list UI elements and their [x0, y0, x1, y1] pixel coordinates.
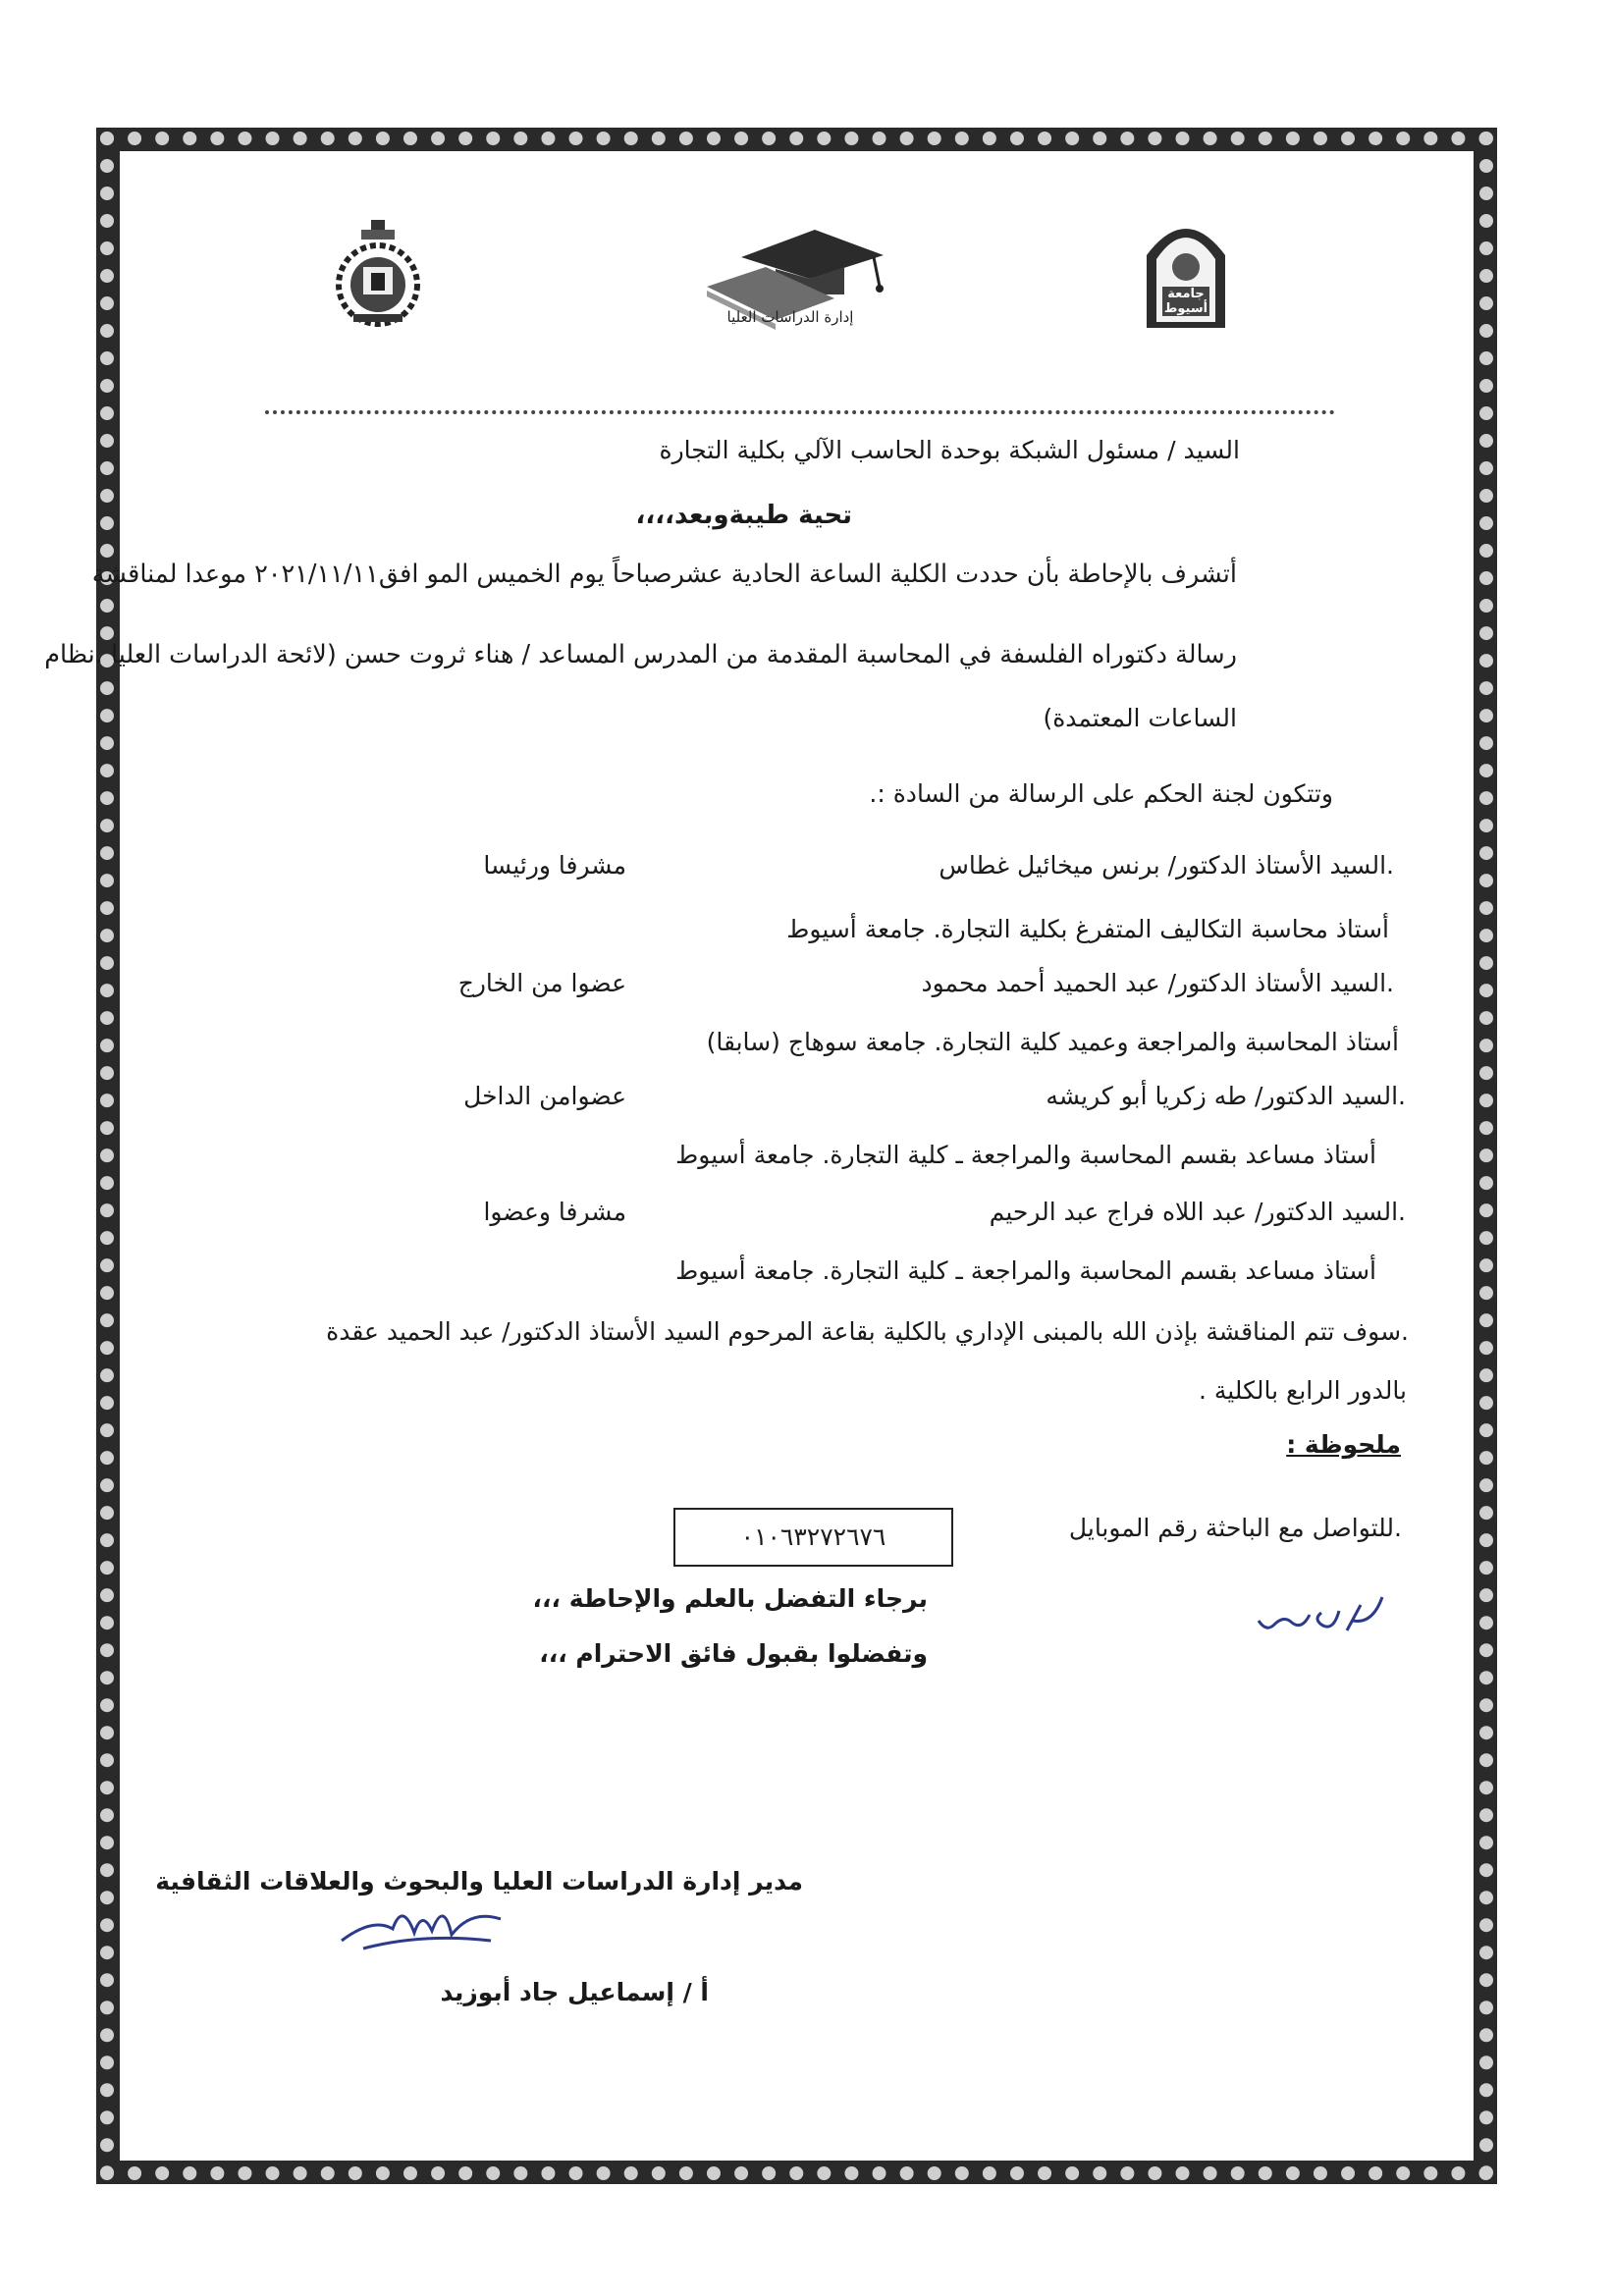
member-1-title: أستاذ محاسبة التكاليف المتفرغ بكلية التجارة. جامعة أسيوط [786, 915, 1389, 943]
graduate-studies-logo [687, 218, 893, 336]
header-divider [265, 410, 1335, 414]
director-title: مدير إدارة الدراسات العليا والبحوث والعلاقات الثقافية [155, 1867, 803, 1896]
closing-1: برجاء التفضل بالعلم والإحاطة ،،، [532, 1584, 928, 1613]
phone-number-box: ٠١٠٦٣٢٧٢٦٧٦ [673, 1508, 953, 1567]
member-2-role: عضوا من الخارج [457, 969, 626, 997]
member-3-role: عضوامن الداخل [463, 1082, 626, 1110]
body-line-1: أتشرف بالإحاطة بأن حددت الكلية الساعة الحادية عشرصباحاً يوم الخميس المو افق٢٠٢١/١١/١١ موعدا لمناقشة [91, 560, 1237, 589]
body-line-3: الساعات المعتمدة) [1043, 704, 1237, 732]
director-name: أ / إسماعيل جاد أبوزيد [440, 1978, 709, 2006]
assiut-university-logo [1139, 208, 1233, 331]
note-label: ملحوظة : [1286, 1430, 1401, 1459]
venue-line-2: بالدور الرابع بالكلية . [1198, 1376, 1407, 1405]
member-4-name: .السيد الدكتور/ عبد اللاه فراج عبد الرحيم [989, 1198, 1406, 1226]
member-1-role: مشرفا ورئيسا [483, 851, 626, 880]
member-3-name: .السيد الدكتور/ طه زكريا أبو كريشه [1046, 1082, 1406, 1110]
closing-2: وتفضلوا بقبول فائق الاحترام ،،، [539, 1639, 928, 1668]
venue-line-1: .سوف تتم المناقشة بإذن الله بالمبنى الإداري بالكلية بقاعة المرحوم السيد الأستاذ الدكتور/ عبد الحميد عقدة [326, 1317, 1409, 1346]
committee-intro: وتتكون لجنة الحكم على الرسالة من السادة :. [869, 779, 1333, 808]
greeting: تحية طيبةوبعد،،،، [635, 501, 852, 530]
member-4-role: مشرفا وعضوا [483, 1198, 626, 1226]
member-2-title: أستاذ المحاسبة والمراجعة وعميد كلية التجارة. جامعة سوهاج (سابقا) [706, 1028, 1399, 1056]
body-line-2: رسالة دكتوراه الفلسفة في المحاسبة المقدمة من المدرس المساعد / هناء ثروت حسن (لائحة الدراسات العليا .نظام [44, 640, 1237, 669]
member-4-title: أستاذ مساعد بقسم المحاسبة والمراجعة ـ كلية التجارة. جامعة أسيوط [675, 1256, 1376, 1285]
contact-label: .للتواصل مع الباحثة رقم الموبايل [1068, 1514, 1402, 1542]
addressee: السيد / مسئول الشبكة بوحدة الحاسب الآلي بكلية التجارة [659, 436, 1240, 464]
member-1-name: .السيد الأستاذ الدكتور/ برنس ميخائيل غطاس [939, 851, 1394, 880]
member-3-title: أستاذ مساعد بقسم المحاسبة والمراجعة ـ كلية التجارة. جامعة أسيوط [675, 1141, 1376, 1169]
member-2-name: .السيد الأستاذ الدكتور/ عبد الحميد أحمد محمود [921, 969, 1394, 997]
assiut-university-caption: جامعة أسيوط [1163, 287, 1208, 316]
graduate-studies-caption: إدارة الدراسات العليا [726, 308, 854, 326]
faculty-emblem-logo [334, 216, 422, 332]
